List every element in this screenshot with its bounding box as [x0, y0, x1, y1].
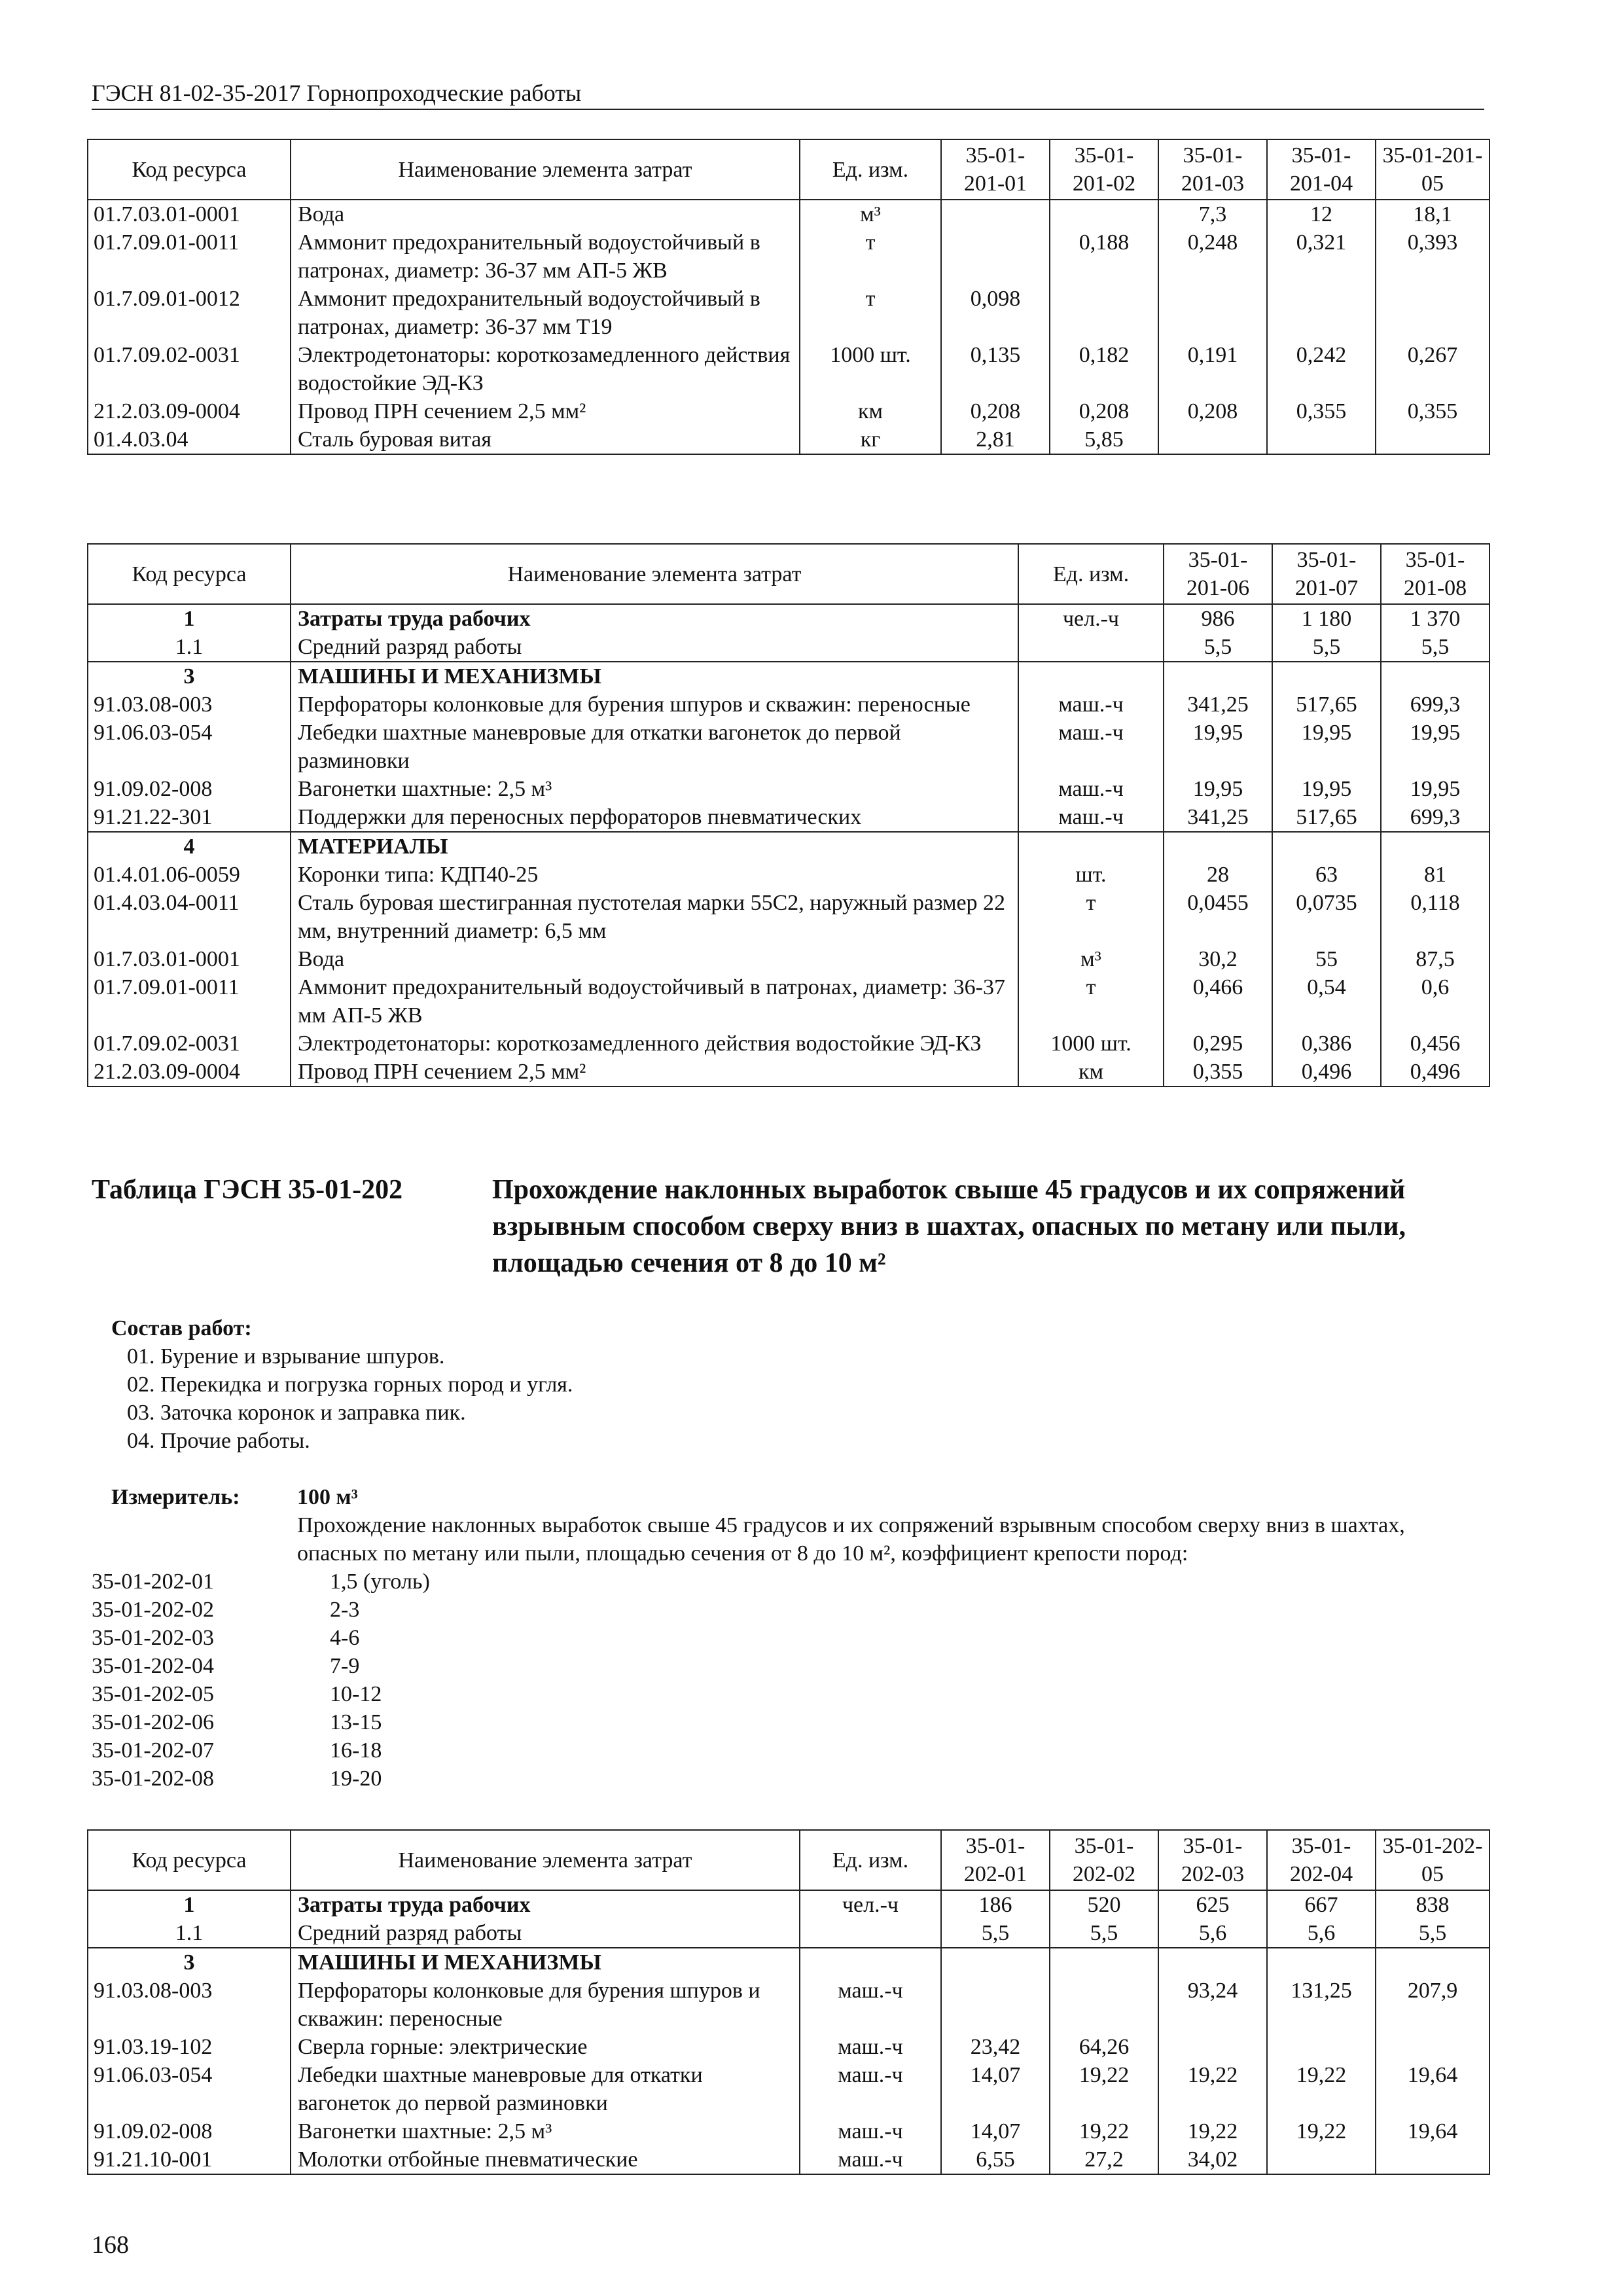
cell-value [1158, 285, 1267, 341]
col-header-value: 35-01-202-05 [1376, 1830, 1489, 1890]
code-value: 13-15 [330, 1710, 382, 1734]
cell-value: 341,25 [1164, 803, 1272, 832]
col-header-value: 35-01-201-08 [1381, 544, 1489, 604]
works-composition [111, 1314, 573, 1455]
cell-value [1272, 662, 1381, 691]
table-row [88, 861, 1489, 889]
cell-value: 1 370 [1381, 604, 1489, 633]
cell-value: 0,208 [941, 397, 1050, 425]
cell-value: 0,355 [1267, 397, 1376, 425]
cell-value [1267, 1948, 1376, 1977]
cell-value: 2,81 [941, 425, 1050, 454]
meter-value-text: 100 м³ [297, 1485, 358, 1509]
table-row [88, 341, 1489, 397]
cell-value: 19,95 [1272, 775, 1381, 803]
cell-value: 1 180 [1272, 604, 1381, 633]
cell-name: Средний разряд работы [291, 633, 1018, 662]
list-item [92, 1708, 430, 1736]
cell-value: 0,182 [1050, 341, 1158, 397]
table-row [88, 803, 1489, 832]
cell-value [1158, 2033, 1267, 2061]
cell-code: 01.7.09.01-0011 [88, 973, 291, 1030]
table-row [88, 1058, 1489, 1086]
cell-value: 838 [1376, 1890, 1489, 1919]
cell-unit: маш.-ч [1018, 803, 1164, 832]
col-header-unit: Ед. изм. [1018, 544, 1164, 604]
cell-unit: т [800, 228, 941, 285]
col-header-name: Наименование элемента затрат [291, 139, 800, 200]
cell-value [1267, 285, 1376, 341]
meter-label: Измеритель: [111, 1485, 240, 1509]
col-header-code: Код ресурса [88, 1830, 291, 1890]
cell-name: МАШИНЫ И МЕХАНИЗМЫ [291, 662, 1018, 691]
cell-unit: маш.-ч [800, 2033, 941, 2061]
cell-name: Электродетонаторы: короткозамедленного действия водостойкие ЭД-КЗ [291, 1030, 1018, 1058]
cell-value: 19,64 [1376, 2061, 1489, 2117]
cell-code: 91.21.22-301 [88, 803, 291, 832]
cell-code: 1.1 [88, 633, 291, 662]
cell-unit [1018, 832, 1164, 861]
cell-value [1158, 1948, 1267, 1977]
table-header-row [88, 139, 1489, 200]
cell-value: 0,242 [1267, 341, 1376, 397]
cell-value: 986 [1164, 604, 1272, 633]
code-value: 4-6 [330, 1626, 360, 1650]
cell-value: 19,64 [1376, 2117, 1489, 2145]
cell-code: 1 [88, 1890, 291, 1919]
cell-name: Затраты труда рабочих [291, 1890, 800, 1919]
table-row [88, 200, 1489, 228]
cell-value: 19,22 [1050, 2061, 1158, 2117]
cell-value: 131,25 [1267, 1977, 1376, 2033]
cell-value: 0,191 [1158, 341, 1267, 397]
cell-value: 5,6 [1267, 1919, 1376, 1948]
cell-name: Поддержки для переносных перфораторов пневматических [291, 803, 1018, 832]
cell-unit [1018, 633, 1164, 662]
table-header-row [88, 544, 1489, 604]
code: 35-01-202-07 [92, 1738, 214, 1763]
cell-value [1050, 285, 1158, 341]
cell-value: 0,248 [1158, 228, 1267, 285]
cell-value [941, 1948, 1050, 1977]
cell-unit: 1000 шт. [1018, 1030, 1164, 1058]
cell-value: 93,24 [1158, 1977, 1267, 2033]
table-title-label: Таблица ГЭСН 35-01-202 [92, 1175, 403, 1205]
meter-description [297, 1511, 1488, 1568]
cell-value: 0,456 [1381, 1030, 1489, 1058]
resource-table-201-01-05 [87, 139, 1490, 455]
cell-unit: маш.-ч [800, 1977, 941, 2033]
cell-name: Провод ПРН сечением 2,5 мм² [291, 397, 800, 425]
cell-value: 207,9 [1376, 1977, 1489, 2033]
cell-value: 5,6 [1158, 1919, 1267, 1948]
table-row [88, 397, 1489, 425]
cell-value [1376, 425, 1489, 454]
cell-value [1164, 662, 1272, 691]
cell-value [1158, 425, 1267, 454]
table-row [88, 832, 1489, 861]
cell-value [941, 1977, 1050, 2033]
cell-unit: т [800, 285, 941, 341]
cell-value: 0,188 [1050, 228, 1158, 285]
work-item: 02. Перекидка и погрузка горных пород и угля. [127, 1372, 573, 1397]
cell-code: 01.7.09.02-0031 [88, 1030, 291, 1058]
list-item [92, 1568, 430, 1596]
table-row [88, 662, 1489, 691]
code: 35-01-202-06 [92, 1710, 214, 1734]
cell-unit: 1000 шт. [800, 341, 941, 397]
cell-value: 63 [1272, 861, 1381, 889]
cell-value [1050, 1948, 1158, 1977]
cell-value: 34,02 [1158, 2145, 1267, 2174]
table-row [88, 425, 1489, 454]
table-row [88, 1919, 1489, 1948]
cell-value [1376, 2145, 1489, 2174]
list-item [92, 1736, 430, 1765]
list-item [92, 1680, 430, 1708]
cell-code: 91.21.10-001 [88, 2145, 291, 2174]
col-header-unit: Ед. изм. [800, 1830, 941, 1890]
table-row [88, 633, 1489, 662]
cell-value: 30,2 [1164, 945, 1272, 973]
cell-name: Вода [291, 200, 800, 228]
resource-table-201-06-08 [87, 543, 1490, 1087]
cell-value: 87,5 [1381, 945, 1489, 973]
cell-value [1267, 425, 1376, 454]
cell-value: 0,54 [1272, 973, 1381, 1030]
cell-value: 19,22 [1050, 2117, 1158, 2145]
list-item [92, 1652, 430, 1680]
cell-name: Перфораторы колонковые для бурения шпуров и скважин: переносные [291, 691, 1018, 719]
list-item [92, 1624, 430, 1652]
table-row [88, 2145, 1489, 2174]
code-list [92, 1568, 430, 1793]
cell-value: 81 [1381, 861, 1489, 889]
col-header-value: 35-01-201-01 [941, 139, 1050, 200]
cell-unit: маш.-ч [1018, 691, 1164, 719]
table-row [88, 285, 1489, 341]
cell-value: 14,07 [941, 2061, 1050, 2117]
cell-value: 5,5 [1164, 633, 1272, 662]
cell-value [1381, 662, 1489, 691]
cell-value [1164, 832, 1272, 861]
col-header-value: 35-01-201-05 [1376, 139, 1489, 200]
cell-code: 91.03.08-003 [88, 691, 291, 719]
table-row [88, 889, 1489, 945]
cell-unit: м³ [1018, 945, 1164, 973]
cell-value [1050, 200, 1158, 228]
table-row [88, 604, 1489, 633]
list-item [92, 1765, 430, 1793]
cell-value: 0,295 [1164, 1030, 1272, 1058]
code: 35-01-202-08 [92, 1767, 214, 1791]
cell-value [941, 228, 1050, 285]
table-row [88, 945, 1489, 973]
cell-unit: маш.-ч [1018, 719, 1164, 775]
cell-value: 64,26 [1050, 2033, 1158, 2061]
code: 35-01-202-05 [92, 1682, 214, 1706]
cell-value: 23,42 [941, 2033, 1050, 2061]
col-header-value: 35-01-202-02 [1050, 1830, 1158, 1890]
cell-name: Лебедки шахтные маневровые для откатки вагонеток до первой разминовки [291, 719, 1018, 775]
cell-unit: кг [800, 425, 941, 454]
cell-value: 0,135 [941, 341, 1050, 397]
cell-code: 01.7.03.01-0001 [88, 200, 291, 228]
cell-value [1050, 1977, 1158, 2033]
cell-value: 341,25 [1164, 691, 1272, 719]
code: 35-01-202-01 [92, 1570, 214, 1594]
cell-code: 4 [88, 832, 291, 861]
cell-value: 0,496 [1272, 1058, 1381, 1086]
code-value: 2-3 [330, 1598, 360, 1622]
cell-unit: чел.-ч [800, 1890, 941, 1919]
meter-value [297, 1483, 358, 1511]
table-row [88, 973, 1489, 1030]
cell-code: 21.2.03.09-0004 [88, 397, 291, 425]
page-header [92, 77, 1484, 110]
cell-name: Вода [291, 945, 1018, 973]
cell-unit [800, 1919, 941, 1948]
cell-name: Коронки типа: КДП40-25 [291, 861, 1018, 889]
table-row [88, 775, 1489, 803]
cell-code: 91.09.02-008 [88, 2117, 291, 2145]
col-header-value: 35-01-201-04 [1267, 139, 1376, 200]
cell-unit [1018, 662, 1164, 691]
code-value: 10-12 [330, 1682, 382, 1706]
code: 35-01-202-03 [92, 1626, 214, 1650]
cell-code: 01.7.09.01-0012 [88, 285, 291, 341]
cell-name: Аммонит предохранительный водоустойчивый в патронах, диаметр: 36-37 мм АП-5 ЖВ [291, 228, 800, 285]
document-title: ГЭСН 81-02-35-2017 Горнопроходческие работы [92, 80, 582, 106]
cell-value: 19,22 [1158, 2061, 1267, 2117]
cell-value: 625 [1158, 1890, 1267, 1919]
cell-value: 18,1 [1376, 200, 1489, 228]
cell-code: 01.4.03.04 [88, 425, 291, 454]
cell-code: 01.7.09.01-0011 [88, 228, 291, 285]
table-row [88, 1948, 1489, 1977]
cell-value [1376, 1948, 1489, 1977]
cell-name: Вагонетки шахтные: 2,5 м³ [291, 775, 1018, 803]
cell-value: 14,07 [941, 2117, 1050, 2145]
cell-value: 5,5 [1376, 1919, 1489, 1948]
cell-unit: чел.-ч [1018, 604, 1164, 633]
cell-value: 19,22 [1267, 2117, 1376, 2145]
cell-unit: км [1018, 1058, 1164, 1086]
cell-value: 0,267 [1376, 341, 1489, 397]
cell-unit: маш.-ч [800, 2061, 941, 2117]
code-value: 16-18 [330, 1738, 382, 1763]
cell-unit: т [1018, 889, 1164, 945]
cell-value: 12 [1267, 200, 1376, 228]
cell-code: 3 [88, 662, 291, 691]
cell-value: 0,496 [1381, 1058, 1489, 1086]
cell-name: МАШИНЫ И МЕХАНИЗМЫ [291, 1948, 800, 1977]
col-header-value: 35-01-202-03 [1158, 1830, 1267, 1890]
cell-value: 19,95 [1164, 775, 1272, 803]
cell-value: 0,393 [1376, 228, 1489, 285]
cell-value: 7,3 [1158, 200, 1267, 228]
cell-code: 91.06.03-054 [88, 719, 291, 775]
cell-value: 0,208 [1050, 397, 1158, 425]
cell-code: 01.4.03.04-0011 [88, 889, 291, 945]
cell-unit: маш.-ч [800, 2145, 941, 2174]
page-number: 168 [92, 2231, 129, 2259]
cell-name: Средний разряд работы [291, 1919, 800, 1948]
cell-value: 0,355 [1376, 397, 1489, 425]
cell-name: Сверла горные: электрические [291, 2033, 800, 2061]
cell-value: 0,0735 [1272, 889, 1381, 945]
cell-value: 5,5 [1050, 1919, 1158, 1948]
cell-value: 0,098 [941, 285, 1050, 341]
cell-code: 3 [88, 1948, 291, 1977]
table-row [88, 1977, 1489, 2033]
cell-value: 517,65 [1272, 803, 1381, 832]
cell-value: 699,3 [1381, 691, 1489, 719]
table-title [492, 1172, 1474, 1282]
cell-name: Аммонит предохранительный водоустойчивый в патронах, диаметр: 36-37 мм Т19 [291, 285, 800, 341]
cell-value: 5,5 [941, 1919, 1050, 1948]
cell-unit: шт. [1018, 861, 1164, 889]
col-header-unit: Ед. изм. [800, 139, 941, 200]
cell-unit: маш.-ч [800, 2117, 941, 2145]
cell-value: 19,22 [1158, 2117, 1267, 2145]
cell-code: 1.1 [88, 1919, 291, 1948]
cell-code: 91.03.19-102 [88, 2033, 291, 2061]
col-header-value: 35-01-201-03 [1158, 139, 1267, 200]
cell-value: 19,95 [1272, 719, 1381, 775]
code: 35-01-202-02 [92, 1598, 214, 1622]
cell-value: 0,355 [1164, 1058, 1272, 1086]
cell-value: 28 [1164, 861, 1272, 889]
cell-code: 01.4.01.06-0059 [88, 861, 291, 889]
cell-value: 186 [941, 1890, 1050, 1919]
cell-value: 0,466 [1164, 973, 1272, 1030]
cell-code: 91.09.02-008 [88, 775, 291, 803]
col-header-code: Код ресурса [88, 544, 291, 604]
table-row [88, 2117, 1489, 2145]
cell-code: 91.06.03-054 [88, 2061, 291, 2117]
cell-name: Молотки отбойные пневматические [291, 2145, 800, 2174]
cell-value: 699,3 [1381, 803, 1489, 832]
cell-value: 27,2 [1050, 2145, 1158, 2174]
col-header-code: Код ресурса [88, 139, 291, 200]
cell-name: Аммонит предохранительный водоустойчивый в патронах, диаметр: 36-37 мм АП-5 ЖВ [291, 973, 1018, 1030]
table-row [88, 1030, 1489, 1058]
cell-code: 91.03.08-003 [88, 1977, 291, 2033]
col-header-value: 35-01-202-01 [941, 1830, 1050, 1890]
cell-unit: т [1018, 973, 1164, 1030]
cell-unit: маш.-ч [1018, 775, 1164, 803]
cell-value: 0,6 [1381, 973, 1489, 1030]
cell-value: 5,5 [1381, 633, 1489, 662]
cell-name: Затраты труда рабочих [291, 604, 1018, 633]
work-item: 01. Бурение и взрывание шпуров. [127, 1344, 445, 1369]
table-row [88, 228, 1489, 285]
cell-name: МАТЕРИАЛЫ [291, 832, 1018, 861]
cell-name: Лебедки шахтные маневровые для откатки вагонеток до первой разминовки [291, 2061, 800, 2117]
table-title-text: Прохождение наклонных выработок свыше 45 градусов и их сопряжений взрывным способом сверху вниз в шахтах, опасных по метану или пыли, площадью сечения от 8 до 10 м² [492, 1175, 1406, 1278]
cell-value: 667 [1267, 1890, 1376, 1919]
table-row [88, 2033, 1489, 2061]
cell-unit: км [800, 397, 941, 425]
cell-value: 55 [1272, 945, 1381, 973]
cell-name: Вагонетки шахтные: 2,5 м³ [291, 2117, 800, 2145]
cell-name: Сталь буровая шестигранная пустотелая марки 55С2, наружный размер 22 мм, внутренний диаметр: 6,5 мм [291, 889, 1018, 945]
cell-value: 0,321 [1267, 228, 1376, 285]
cell-value: 520 [1050, 1890, 1158, 1919]
col-header-value: 35-01-201-07 [1272, 544, 1381, 604]
cell-value: 517,65 [1272, 691, 1381, 719]
cell-value [1267, 2145, 1376, 2174]
cell-value [1267, 2033, 1376, 2061]
cell-value: 0,208 [1158, 397, 1267, 425]
cell-name: Перфораторы колонковые для бурения шпуров и скважин: переносные [291, 1977, 800, 2033]
cell-name: Электродетонаторы: короткозамедленного действия водостойкие ЭД-КЗ [291, 341, 800, 397]
table-row [88, 1890, 1489, 1919]
col-header-value: 35-01-201-06 [1164, 544, 1272, 604]
work-item: 03. Заточка коронок и заправка пик. [127, 1401, 466, 1425]
resource-table-202-01-05 [87, 1829, 1490, 2175]
work-item: 04. Прочие работы. [127, 1429, 310, 1453]
col-header-value: 35-01-202-04 [1267, 1830, 1376, 1890]
cell-value [941, 200, 1050, 228]
cell-code: 01.7.03.01-0001 [88, 945, 291, 973]
code-value: 1,5 (уголь) [330, 1570, 430, 1594]
cell-code: 01.7.09.02-0031 [88, 341, 291, 397]
cell-value [1376, 2033, 1489, 2061]
cell-unit: м³ [800, 200, 941, 228]
table-header-row [88, 1830, 1489, 1890]
cell-value [1381, 832, 1489, 861]
cell-value: 0,0455 [1164, 889, 1272, 945]
cell-code: 21.2.03.09-0004 [88, 1058, 291, 1086]
cell-value: 19,95 [1164, 719, 1272, 775]
cell-value: 19,95 [1381, 719, 1489, 775]
code-value: 7-9 [330, 1654, 360, 1678]
col-header-name: Наименование элемента затрат [291, 544, 1018, 604]
meter-description-text: Прохождение наклонных выработок свыше 45 градусов и их сопряжений взрывным способом сверху вниз в шахтах, опасных по метану или пыли, площадью сечения от 8 до 10 м², коэффициент крепости пород: [297, 1513, 1405, 1566]
col-header-name: Наименование элемента затрат [291, 1830, 800, 1890]
cell-name: Сталь буровая витая [291, 425, 800, 454]
table-row [88, 719, 1489, 775]
cell-value [1376, 285, 1489, 341]
cell-value: 6,55 [941, 2145, 1050, 2174]
cell-code: 1 [88, 604, 291, 633]
cell-value: 5,85 [1050, 425, 1158, 454]
cell-value [1272, 832, 1381, 861]
cell-value: 19,22 [1267, 2061, 1376, 2117]
table-row [88, 691, 1489, 719]
cell-unit [800, 1948, 941, 1977]
works-heading: Состав работ: [111, 1316, 252, 1340]
cell-value: 0,386 [1272, 1030, 1381, 1058]
cell-value: 5,5 [1272, 633, 1381, 662]
table-row [88, 2061, 1489, 2117]
cell-value: 0,118 [1381, 889, 1489, 945]
list-item [92, 1596, 430, 1624]
cell-value: 19,95 [1381, 775, 1489, 803]
col-header-value: 35-01-201-02 [1050, 139, 1158, 200]
code-value: 19-20 [330, 1767, 382, 1791]
cell-name: Провод ПРН сечением 2,5 мм² [291, 1058, 1018, 1086]
code: 35-01-202-04 [92, 1654, 214, 1678]
